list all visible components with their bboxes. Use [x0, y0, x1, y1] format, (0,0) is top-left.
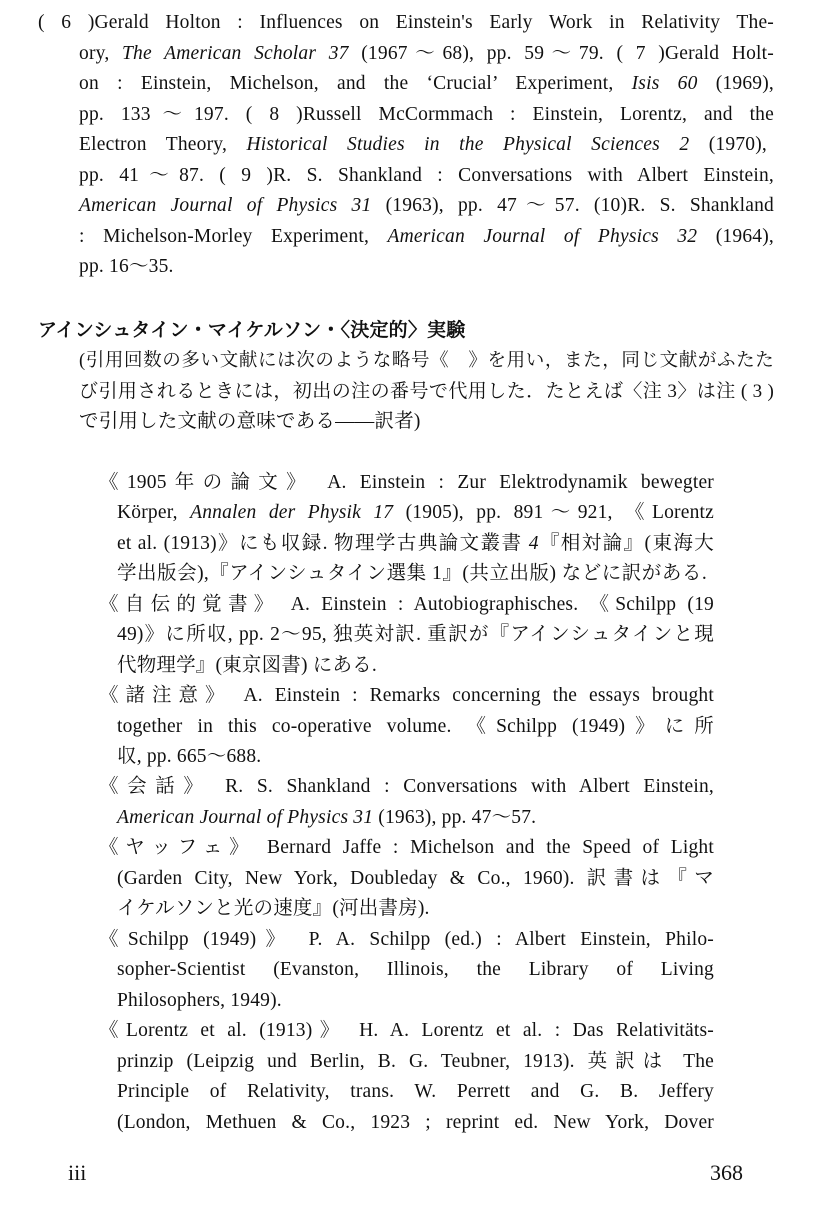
text-run: 《ヤッフェ》 Bernard Jaffe : Michelson and the Speed of Light [99, 837, 714, 858]
reference-line [117, 957, 714, 983]
text-run: on : Einstein, Michelson, and the ‘Crucial’ Experiment, [79, 73, 632, 94]
text-run: et al. (1913)》にも収録. 物理学古典論文叢書 [117, 533, 529, 554]
italic-run: The American Scholar 37 [122, 43, 349, 64]
text-run: pp. 16～35. [79, 256, 174, 277]
text-run: (London, Methuen & Co., 1923 ; reprint ed. New York, Dover [117, 1112, 714, 1133]
reference-line [99, 927, 714, 953]
text-run: Principle of Relativity, trans. W. Perrett and G. B. Jeffery [117, 1081, 714, 1102]
reference-line [117, 622, 714, 648]
note-line [79, 132, 767, 158]
text-run: で引用した文献の意味である――訳者) [79, 411, 421, 432]
note-line [79, 193, 774, 219]
reference-line [117, 896, 430, 922]
text-run: 学出版会),『アインシュタイン選集 1』(共立出版) などに訳がある. [117, 563, 707, 584]
reference-line [99, 774, 714, 800]
text-run: (1970), [689, 134, 767, 155]
text-run: (1963), pp. 47～57. [373, 807, 537, 828]
reference-line [99, 835, 714, 861]
translator-note-line [79, 379, 774, 405]
text-run: (Garden City, New York, Doubleday & Co., 1960). 訳書は『マ [117, 868, 714, 889]
text-run: Körper, [117, 502, 191, 523]
note-line [79, 254, 174, 280]
italic-run: American Journal of Physics 32 [387, 226, 698, 247]
note-line [79, 41, 774, 67]
text-run: 《会話》 R. S. Shankland : Conversations with Albert Einstein, [99, 776, 714, 797]
text-run: sopher-Scientist (Evanston, Illinois, the Library of Living [117, 959, 714, 980]
text-run: Electron Theory, [79, 134, 247, 155]
text-run: prinzip (Leipzig und Berlin, B. G. Teubner, 1913). 英訳は The [117, 1051, 714, 1072]
text-run: び引用されるときには，初出の注の番号で代用した．たとえば〈注 3〉は注 ( 3 ) [79, 381, 774, 402]
text-run: (1905), pp. 891～921, 《Lorentz [393, 502, 715, 523]
italic-run: Historical Studies in the Physical Sciences 2 [246, 134, 690, 155]
text-run: 代物理学』(東京図書) にある. [117, 655, 377, 676]
reference-line [117, 805, 536, 831]
text-run: 《1905年の論文》 A. Einstein : Zur Elektrodynamik bewegter [99, 472, 714, 493]
reference-line [117, 1079, 714, 1105]
page-folio-left: iii [68, 1160, 87, 1185]
italic-run: American Journal of Physics 31 [79, 195, 372, 216]
text-run: 49)》に所収, pp. 2～95, 独英対訳. 重訳が『アインシュタインと現 [117, 624, 714, 645]
reference-line [99, 470, 714, 496]
reference-line [117, 866, 714, 892]
reference-line [117, 561, 707, 587]
note-line [38, 10, 774, 36]
section-heading [38, 318, 465, 344]
note-line [79, 163, 774, 189]
text-run: (1964), [697, 226, 774, 247]
note-line [79, 102, 774, 128]
reference-line [117, 988, 282, 1014]
text-run: イケルソンと光の速度』(河出書房). [117, 898, 430, 919]
reference-line [117, 531, 714, 557]
reference-line [117, 714, 714, 740]
reference-line [99, 683, 714, 709]
text-run: 《Lorentz et al. (1913)》 H. A. Lorentz et al. : Das Relativitäts- [99, 1020, 714, 1041]
italic-run: American Journal of Physics 31 [117, 807, 374, 828]
text-run: 《諸注意》 A. Einstein : Remarks concerning the essays brought [99, 685, 714, 706]
reference-line [99, 592, 714, 618]
text-run: pp. 41～87. ( 9 )R. S. Shankland : Conversations with Albert Einstein, [79, 165, 774, 186]
text-run: 『相対論』(東海大 [538, 533, 714, 554]
text-run: ory, [79, 43, 122, 64]
text-run: pp. 133～197. ( 8 )Russell McCormmach : Einstein, Lorentz, and the [79, 104, 774, 125]
reference-line [117, 744, 261, 770]
text-run: 《Schilpp (1949)》 P. A. Schilpp (ed.) : Albert Einstein, Philo- [99, 929, 714, 950]
italic-run: Annalen der Physik 17 [190, 502, 394, 523]
italic-run: Isis 60 [631, 73, 698, 94]
text-run: (1967～68), pp. 59～79. ( 7 )Gerald Holt- [348, 43, 774, 64]
translator-note-line [79, 409, 421, 435]
text-run: (引用回数の多い文献には次のような略号《 》を用い，また，同じ文献がふたた [79, 351, 774, 371]
reference-line [99, 1018, 714, 1044]
note-line [79, 71, 774, 97]
reference-line [117, 1110, 714, 1136]
reference-line [117, 500, 714, 526]
text-run: (1963), pp. 47～57. (10)R. S. Shankland [371, 195, 774, 216]
translator-note-line [79, 348, 774, 374]
text-run: together in this co-operative volume. 《Schilpp (1949)》に所 [117, 716, 714, 737]
text-run: アインシュタイン・マイケルソン・〈決定的〉実験 [38, 320, 466, 341]
text-run: ( 6 )Gerald Holton : Influences on Einstein's Early Work in Relativity The- [38, 12, 774, 33]
page-number: 368 [710, 1160, 743, 1185]
italic-run: 4 [528, 533, 539, 554]
text-run: (1969), [697, 73, 774, 94]
text-run: : Michelson-Morley Experiment, [79, 226, 388, 247]
reference-line [117, 1049, 714, 1075]
text-run: 《自伝的覚書》 A. Einstein : Autobiographisches. 《Schilpp (19 [99, 594, 714, 615]
reference-line [117, 653, 377, 679]
text-run: Philosophers, 1949). [117, 990, 282, 1011]
text-run: 収, pp. 665～688. [117, 746, 262, 767]
note-line [79, 224, 774, 250]
